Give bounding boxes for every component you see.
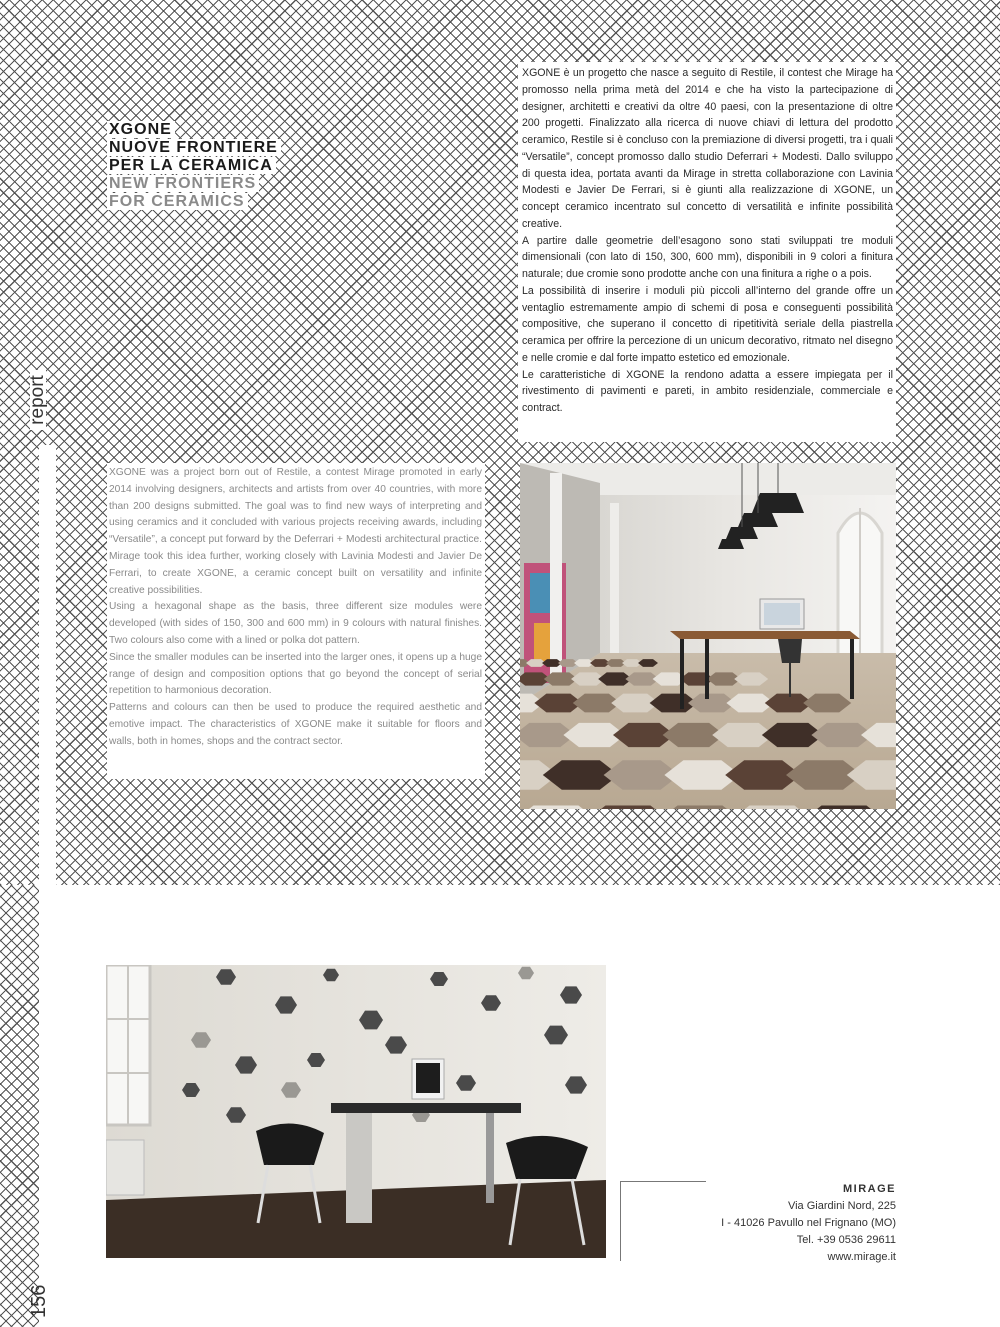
city-address: I - 41026 Pavullo nel Frignano (MO): [721, 1217, 896, 1229]
title-line-en: FOR CERAMICS: [107, 193, 248, 210]
paragraph: A partire dalle geometrie dell’esagono sono stati sviluppati tre moduli dimensionali (con lato di 150, 300, 600 mm), disponibili in 9 colori a finitura naturale; due cromie sono prodotte anche con una finitura a righe o a pois.: [522, 234, 893, 280]
living-room-photo: [106, 965, 606, 1258]
paragraph: Patterns and colours can then be used to produce the required aesthetic and emotive impact. The characteristics of XGONE make it suitable for floors and walls, both in homes, shops and the contract sector.: [109, 702, 482, 747]
title-line-en: NEW FRONTIERS: [107, 175, 259, 192]
paragraph: Le caratteristiche di XGONE la rendono adatta a essere impiegata per il rivestimento di pavimenti e pareti, in ambito residenziale, commerciale e contract.: [522, 368, 893, 414]
margin-band: [39, 445, 56, 1327]
paragraph: XGONE was a project born out of Restile, a contest Mirage promoted in early 2014 involving designers, architects and artists from over 40 countries, with more than 200 designs submitted. The goal was to find new ways of interpreting and using ceramics and it concluded with various projects receiving awards, including “Versatile”, a concept put forward by the Deferrari + Modesti architectural practice. Mirage took this idea further, working closely with Lavinia Modesti and Javier De Ferrari, to create XGONE, a ceramic concept built on versatility and infinite creative possibilities.: [109, 467, 482, 596]
page-number: 156: [28, 1284, 50, 1318]
company-name: MIRAGE: [843, 1183, 896, 1195]
paragraph: XGONE è un progetto che nasce a seguito di Restile, il contest che Mirage ha promosso nella prima metà del 2014 e che ha visto la partecipazione di designer, architetti e creativi da oltre 40 paesi, con la presentazione di oltre 200 progetti. Finalizzato alla ricerca di nuove chiavi di lettura del prodotto ceramico, Restile si è concluso con la premiazione di diversi progetti, tra i quali “Versatile”, concept promosso dallo studio Deferrari + Modesti. Dallo sviluppo di questa idea, portata avanti da Mirage in stretta collaborazione con Lavinia Modesti e Javier De Ferrari, si è giunti alla realizzazione di XGONE, un concept ceramico incentrato sul concetto di versatilità e infinite possibilità creative.: [522, 67, 893, 230]
title-line: PER LA CERAMICA: [107, 157, 276, 174]
italian-body-text: [518, 62, 896, 442]
title-line: NUOVE FRONTIERE: [107, 139, 281, 156]
paragraph: La possibilità di inserire i moduli più piccoli all’interno del grande offre un ventaglio estremamente ampio di schemi di posa e conseguenti possibilità compositive, che superano il concetto di ripetitività seriale della piastrella ceramica per offrire la percezione di un unicum decorativo, ritmato nel disegno e nelle cromie e dal forte impatto estetico ed emozionale.: [522, 284, 893, 364]
website-link[interactable]: www.mirage.it: [827, 1251, 896, 1263]
address-frame-line: [620, 1181, 621, 1261]
english-body-text: [107, 463, 485, 779]
company-address: [721, 1181, 896, 1266]
article-title: [107, 121, 281, 211]
street-address: Via Giardini Nord, 225: [787, 1200, 896, 1212]
phone-number: Tel. +39 0536 29611: [796, 1234, 896, 1246]
paragraph: Using a hexagonal shape as the basis, three different size modules were developed (with sides of 150, 300 and 600 mm) in 9 colours with natural finishes. Two colours also come with a lined or polka dot pattern.: [109, 601, 482, 646]
title-line: XGONE: [107, 121, 175, 138]
address-frame-line: [620, 1181, 706, 1182]
office-room-photo: [520, 463, 896, 809]
section-label: report: [30, 370, 46, 430]
paragraph: Since the smaller modules can be inserted into the larger ones, it opens up a huge range of design and composition options that go beyond the concept of serial repetition to harmonious decoration.: [109, 651, 482, 697]
